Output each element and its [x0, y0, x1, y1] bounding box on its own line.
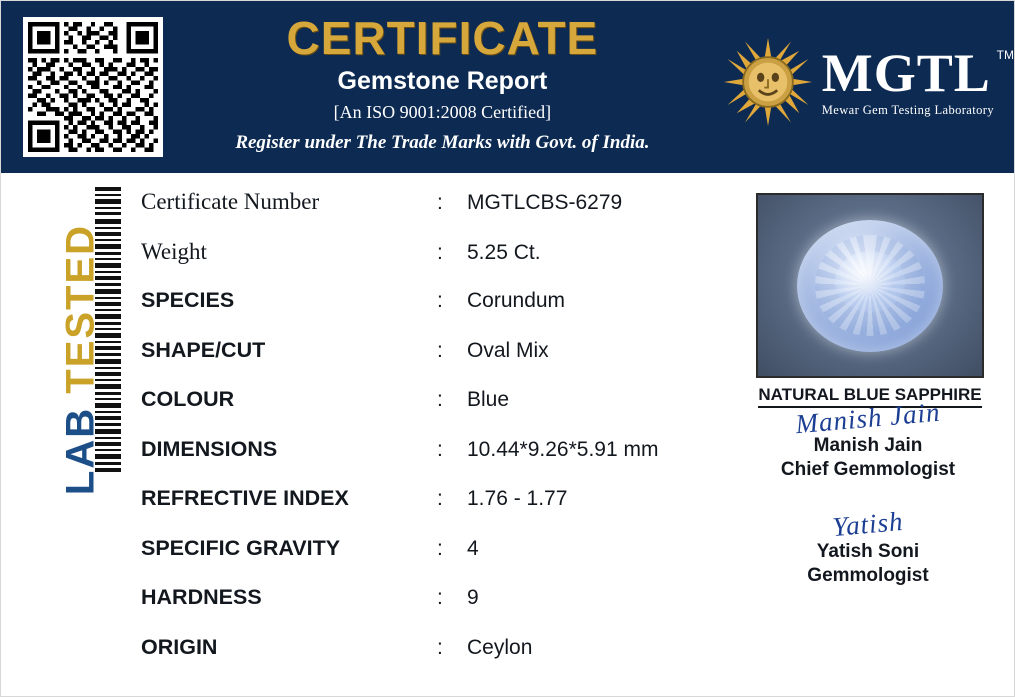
certificate-header — [1, 1, 1014, 173]
lab-word: LAB — [58, 406, 103, 496]
company-logo — [722, 36, 1014, 128]
table-row — [141, 338, 741, 388]
logo-text-block — [821, 43, 1014, 118]
field-separator: : — [437, 191, 443, 214]
field-value: 10.44*9.26*5.91 mm — [467, 437, 659, 461]
field-separator: : — [437, 487, 443, 510]
signatory-role: Gemmologist — [807, 564, 929, 586]
header-titles — [163, 14, 722, 153]
table-row — [141, 536, 741, 586]
gem-photo-block — [756, 193, 984, 408]
page-title: CERTIFICATE — [286, 12, 599, 65]
lab-tested-label — [59, 180, 104, 540]
trademark-symbol: TM — [996, 48, 1014, 62]
table-row — [141, 387, 741, 437]
field-separator: : — [437, 586, 443, 609]
sun-face-icon — [722, 36, 814, 128]
gemstone-image — [797, 220, 943, 352]
field-separator: : — [437, 289, 443, 312]
table-row — [141, 635, 741, 685]
logo-full-name: Mewar Gem Testing Laboratory — [821, 103, 994, 117]
field-separator: : — [437, 437, 443, 461]
field-label: HARDNESS — [141, 585, 262, 609]
table-row — [141, 288, 741, 338]
trademark-registration-note: Register under The Trade Marks with Govt. of India. — [235, 131, 650, 153]
field-label: DIMENSIONS — [141, 436, 278, 461]
field-separator: : — [437, 240, 443, 264]
field-label: REFRECTIVE INDEX — [141, 486, 349, 510]
field-label: COLOUR — [141, 387, 235, 411]
table-row — [141, 189, 741, 239]
report-subtitle: Gemstone Report — [337, 66, 548, 95]
field-label: Weight — [141, 238, 207, 264]
field-separator: : — [437, 635, 443, 659]
table-row — [141, 585, 741, 635]
iso-certification-note: [An ISO 9001:2008 Certified] — [333, 101, 552, 122]
field-label: Certificate Number — [141, 189, 320, 214]
field-value: 1.76 - 1.77 — [467, 487, 568, 510]
tested-word: TESTED — [58, 223, 103, 394]
field-value: 4 — [467, 536, 479, 560]
signature-block-gemmologist — [748, 505, 988, 588]
signatory-name: Manish Jain — [813, 435, 923, 456]
certificate-body — [1, 173, 1014, 697]
lab-tested-strip — [49, 187, 125, 657]
gem-caption: NATURAL BLUE SAPPHIRE — [758, 385, 981, 408]
field-value: Ceylon — [467, 635, 533, 659]
signatory-role: Chief Gemmologist — [780, 458, 956, 480]
field-label: ORIGIN — [141, 634, 218, 659]
signature-mark: Yatish — [831, 505, 905, 543]
field-separator: : — [437, 338, 443, 362]
table-row — [141, 239, 741, 289]
qr-code-svg — [28, 22, 158, 152]
gem-properties-table — [141, 189, 741, 684]
qr-code-icon — [23, 17, 163, 157]
field-separator: : — [437, 388, 443, 411]
signature-block-chief-gemmologist — [748, 396, 988, 482]
field-value: 9 — [467, 586, 479, 609]
gemstone-photo — [756, 193, 984, 378]
table-row — [141, 486, 741, 536]
signature-mark: Manish Jain — [794, 396, 942, 440]
sun-face-svg — [722, 36, 814, 128]
field-label: SPECIES — [141, 288, 235, 312]
field-label: SPECIFIC GRAVITY — [141, 535, 341, 560]
field-separator: : — [437, 536, 443, 560]
field-value: MGTLCBS-6279 — [467, 191, 623, 214]
field-value: Blue — [467, 388, 510, 411]
table-row — [141, 437, 741, 487]
field-value: Oval Mix — [467, 338, 549, 362]
signatory-name: Yatish Soni — [816, 541, 920, 562]
field-value: Corundum — [467, 289, 566, 312]
field-label: SHAPE/CUT — [141, 337, 266, 362]
logo-mark: MGTL — [821, 43, 991, 103]
field-value: 5.25 Ct. — [467, 240, 541, 264]
